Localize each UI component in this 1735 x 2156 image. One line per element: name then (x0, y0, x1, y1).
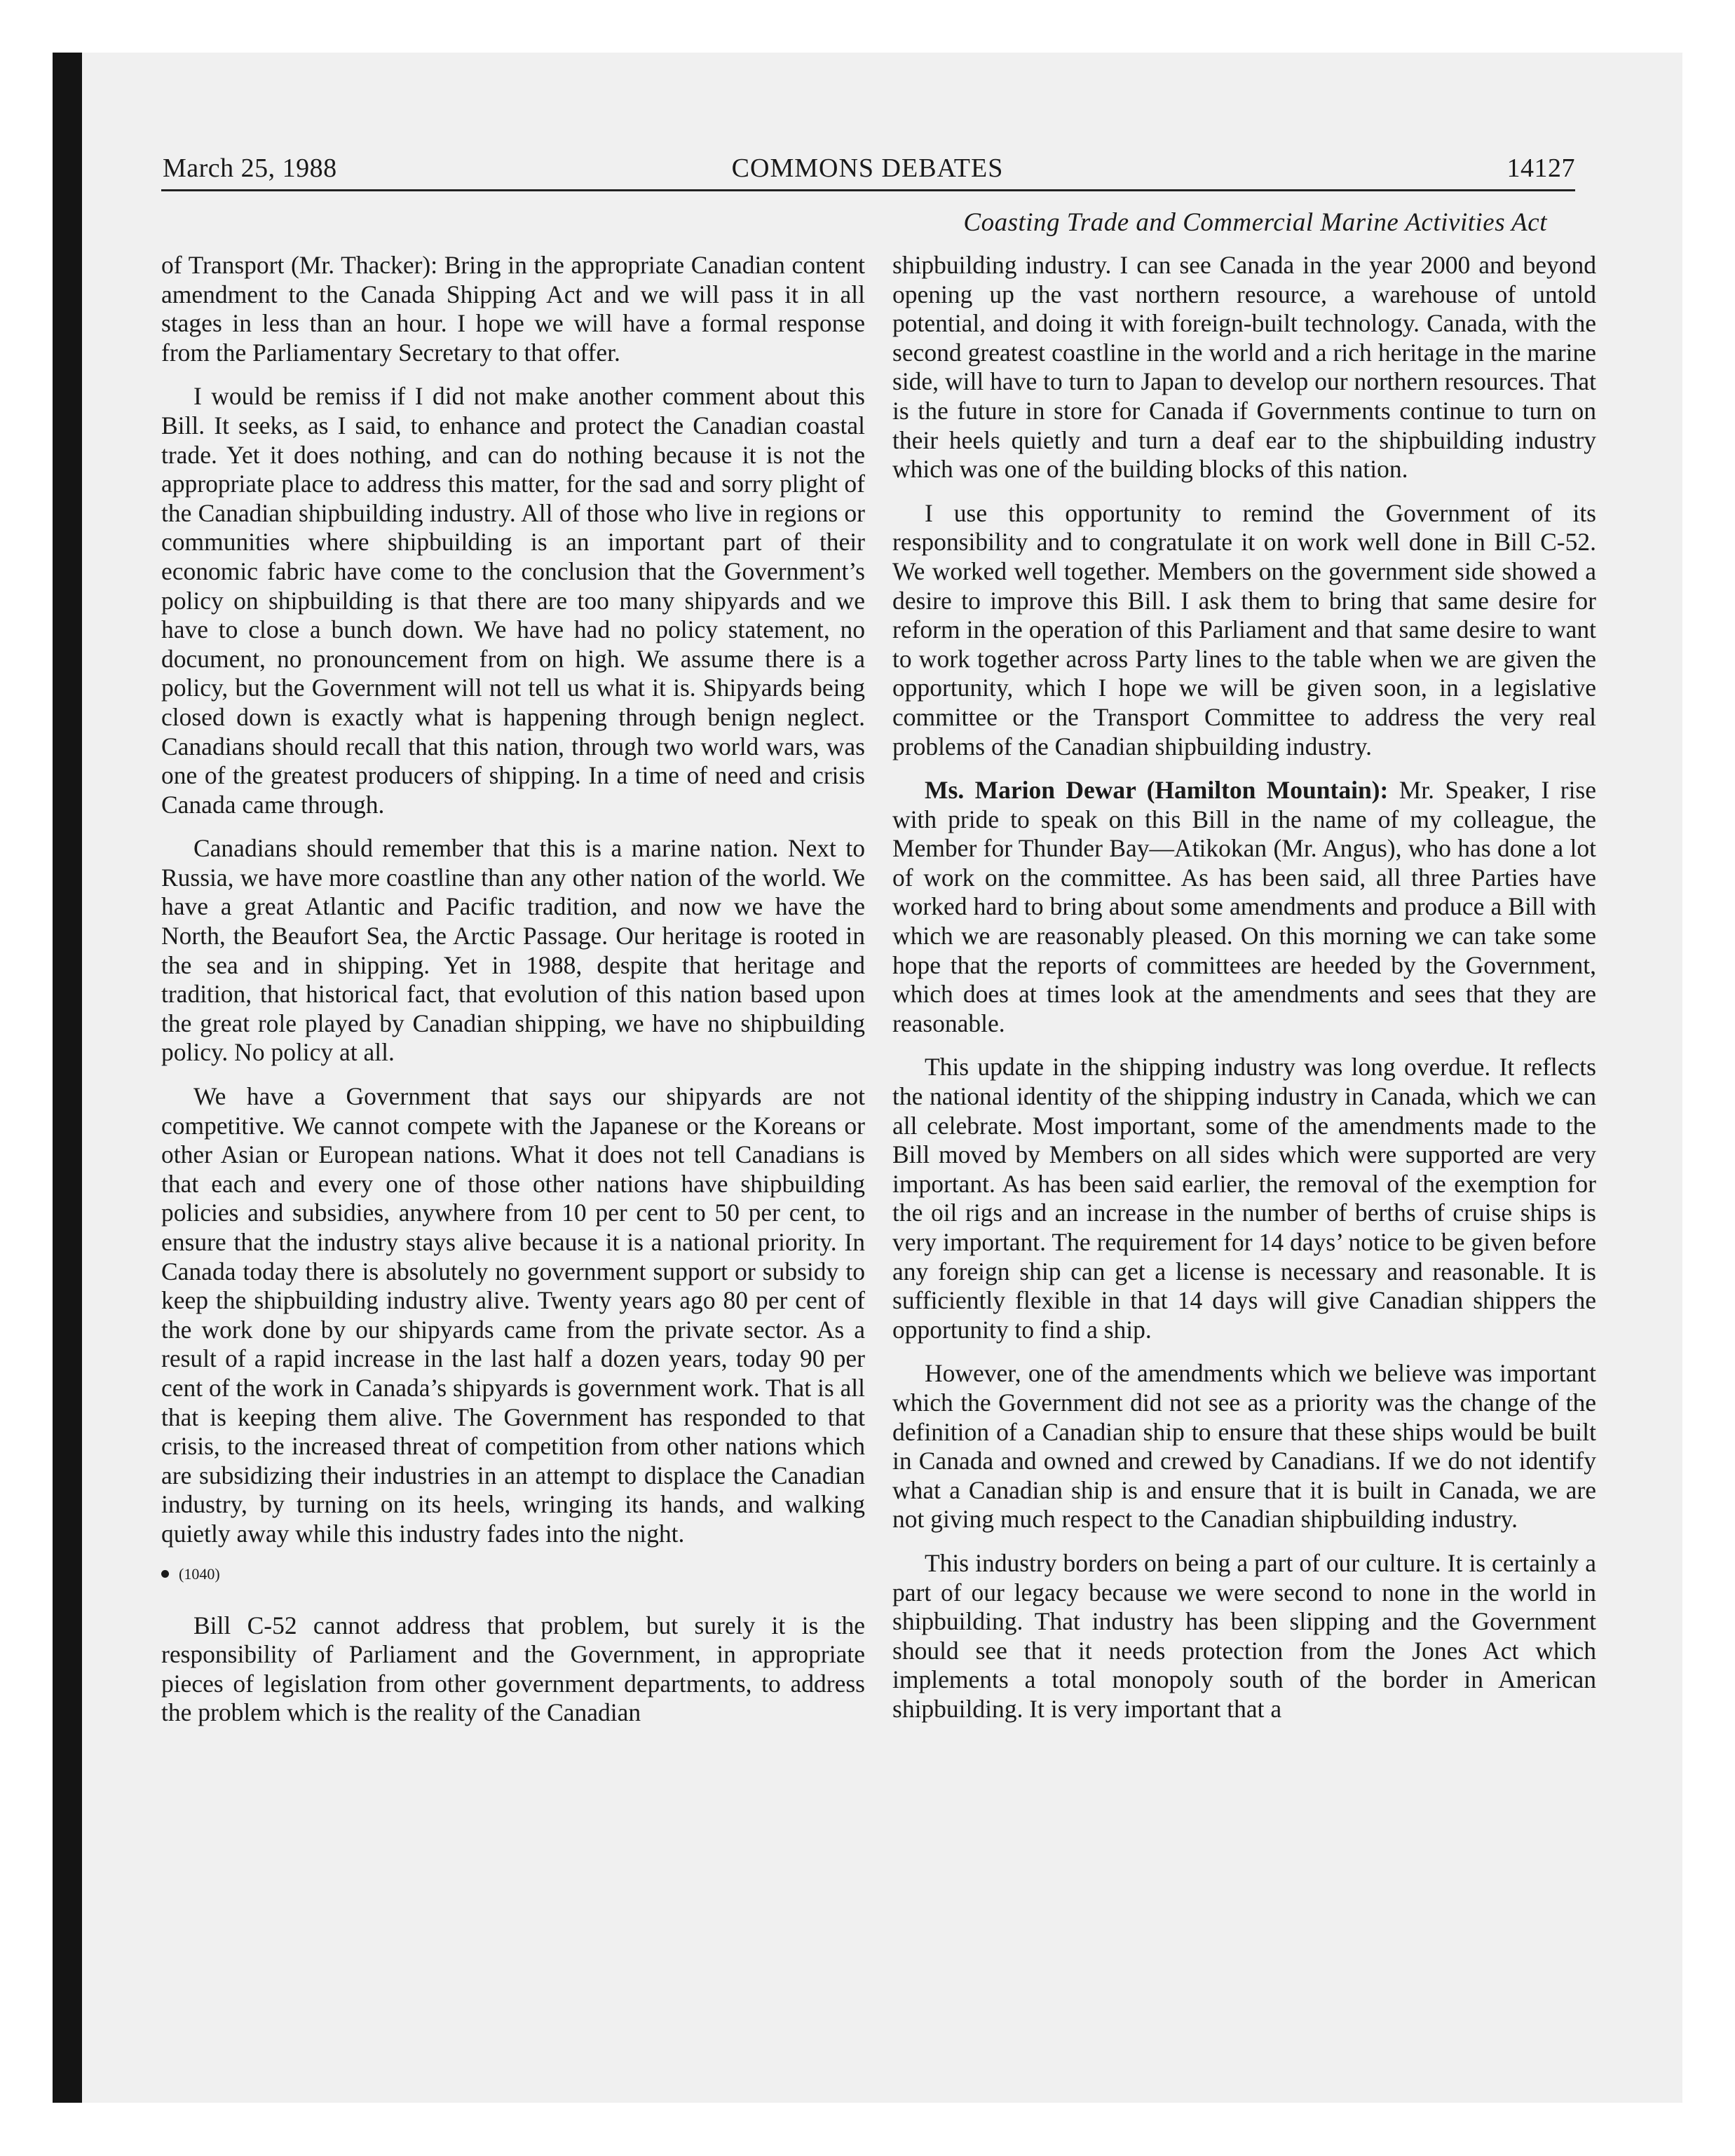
header-page-number: 14127 (1506, 153, 1575, 183)
speech-text: Mr. Speaker, I rise with pride to speak on this Bill in the name of my colleague, the Member for Thunder Bay—Atikokan (Mr. Angus), who has done a lot of work on the committee. As has been said, all three Parties have worked hard to bring about some amendments and produce a Bill with which we are reasonably pleased. On this morning we can take some hope that the reports of committees are heeded by the Government, which does at times look at the amendments and sees that they are reasonable. (892, 776, 1596, 1037)
paragraph: However, one of the amendments which we believe was important which the Government did not see as a priority was the change of the definition of a Canadian ship to ensure that these ships would be built in Canada and owned and crewed by Canadians. If we do not identify what a Canadian ship is and ensure that it is built in Canada, we are not giving much respect to the Canadian shipbuilding industry. (892, 1359, 1596, 1534)
paragraph: I use this opportunity to remind the Government of its responsibility and to congratulate it on work well done in Bill C-52. We worked well together. Members on the government side showed a desire to improve this Bill. I ask them to bring that same desire for reform in the operation of this Parliament and that same desire to want to work together across Party lines to the table when we are given the opportunity, which I hope we will be given soon, in a legislative committee or the Transport Committee to address the very real problems of the Canadian shipbuilding industry. (892, 498, 1596, 760)
time-marker (161, 1564, 865, 1585)
binding-shadow (53, 53, 82, 2103)
paragraph: of Transport (Mr. Thacker): Bring in the appropriate Canadian content amendment to the Canada Shipping Act and we will pass it in all stages in less than an hour. I hope we will have a formal response from the Parliamentary Secretary to that offer. (161, 251, 865, 367)
right-column (892, 251, 1596, 1739)
paragraph: I would be remiss if I did not make another comment about this Bill. It seeks, as I said, to enhance and protect the Canadian coastal trade. Yet it does nothing, and can do nothing because it is not the appropriate place to address this matter, for the sad and sorry plight of the Canadian shipbuilding industry. All of those who live in regions or communities where shipbuilding is an important part of their economic fabric have come to the conclusion that the Government’s policy on shipbuilding is that there are too many shipyards and we have to close a bunch down. We have had no policy statement, no document, no pronouncement from on high. We assume there is a policy, but the Government will not tell us what it is. Shipyards being closed down is exactly what is happening through benign neglect. Canadians should recall that this nation, through two world wars, was one of the greatest producers of shipping. In a time of need and crisis Canada came through. (161, 382, 865, 819)
paragraph: Canadians should remember that this is a marine nation. Next to Russia, we have more coastline than any other nation of the world. We have a great Atlantic and Pacific tradition, and now we have the North, the Beaufort Sea, the Arctic Passage. Our heritage is rooted in the sea and in shipping. Yet in 1988, despite that heritage and tradition, that historical fact, that evolution of this nation based upon the great role played by Canadian shipping, we have no shipbuilding policy. No policy at all. (161, 834, 865, 1067)
paragraph: Bill C-52 cannot address that problem, but surely it is the responsibility of Parliament and the Government, in appropriate pieces of legislation from other government departments, to address the problem which is the reality of the Canadian (161, 1611, 865, 1727)
speaker-name: Ms. Marion Dewar (Hamilton Mountain): (925, 776, 1389, 805)
running-head: Coasting Trade and Commercial Marine Activities Act (963, 208, 1547, 237)
header-publication: COMMONS DEBATES (731, 153, 1004, 183)
time-marker-label: (1040) (179, 1564, 220, 1583)
paragraph: shipbuilding industry. I can see Canada in the year 2000 and beyond opening up the vast northern resource, a warehouse of untold potential, and doing it with foreign-built technology. Canada, with the second greatest coastline in the world and a rich heritage in the marine side, will have to turn to Japan to develop our northern resources. That is the future in store for Canada if Governments continue to turn on their heels quietly and turn a deaf ear to the shipbuilding industry which was one of the building blocks of this nation. (892, 251, 1596, 484)
speech-paragraph (892, 776, 1596, 1038)
paragraph: This update in the shipping industry was long overdue. It reflects the national identity of the shipping industry in Canada, which we can all celebrate. Most important, some of the amendments made to the Bill moved by Members on all sides which were supported are very important. As has been said earlier, the removal of the exemption for the oil rigs and an increase in the number of berths of cruise ships is very important. The requirement for 14 days’ notice to be given before any foreign ship can get a license is necessary and reasonable. It is sufficiently flexible in that 14 days will give Canadian shippers the opportunity to find a ship. (892, 1053, 1596, 1344)
paragraph: This industry borders on being a part of our culture. It is certainly a part of our legacy because we were second to none in the world in shipbuilding. That industry has been slipping and the Government should see that it needs protection from the Jones Act which implements a total monopoly south of the border in American shipbuilding. It is very important that a (892, 1548, 1596, 1723)
header-rule (161, 189, 1575, 191)
bullet-icon (161, 1570, 169, 1578)
header-date: March 25, 1988 (163, 153, 337, 183)
left-column (161, 251, 865, 1742)
paragraph: We have a Government that says our shipyards are not competitive. We cannot compete with the Japanese or the Koreans or other Asian or European nations. What it does not tell Canadians is that each and every one of those other nations have shipbuilding policies and subsidies, anywhere from 10 per cent to 50 per cent, to ensure that the industry stays alive because it is a national priority. In Canada today there is absolutely no government support or subsidy to keep the shipbuilding industry alive. Twenty years ago 80 per cent of the work done by our shipyards came from the private sector. As a result of a rapid increase in the last half a dozen years, today 90 per cent of the work in Canada’s shipyards is government work. That is all that is keeping them alive. The Government has responded to that crisis, to the increased threat of competition from other nations which are subsidizing their industries in an attempt to displace the Canadian industry, by turning on its heels, wringing its hands, and walking quietly away while this industry fades into the night. (161, 1082, 865, 1548)
